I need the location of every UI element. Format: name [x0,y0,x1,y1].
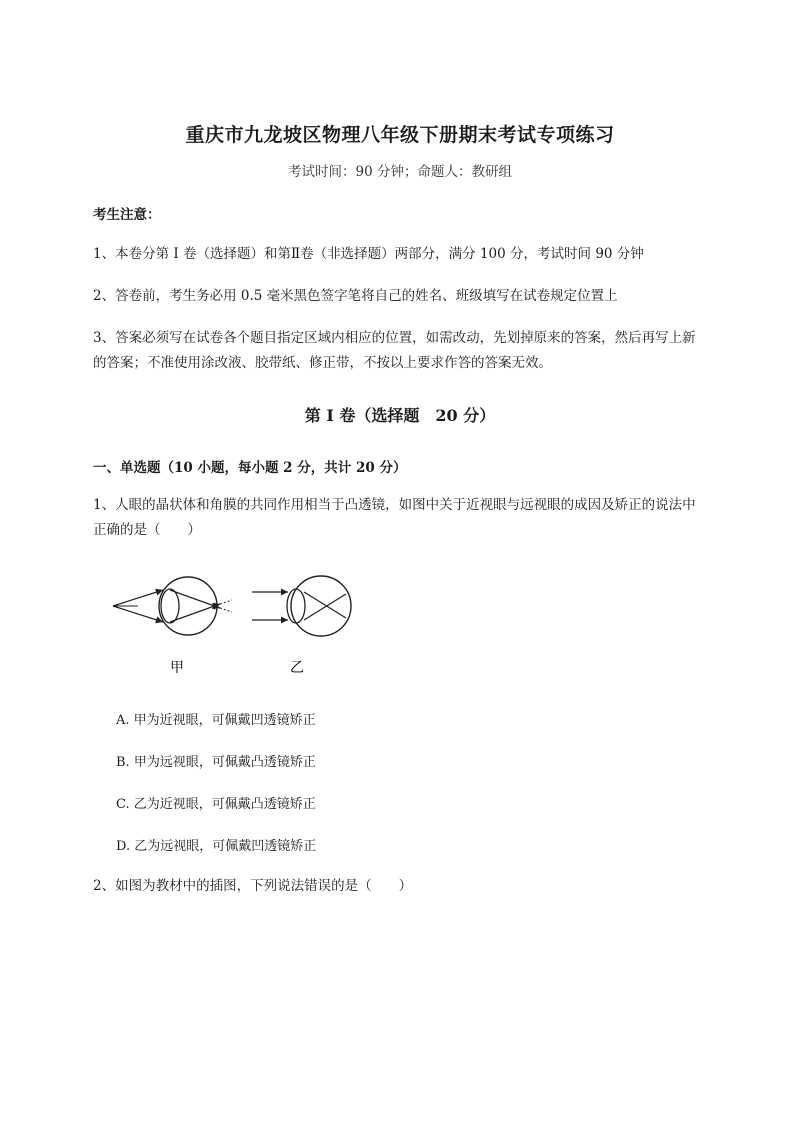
notice-item-3: 3、答案必须写在试卷各个题目指定区域内相应的位置，如需改动，先划掉原来的答案，然后再写上新 [93,330,696,346]
exam-subtitle: 考试时间：90 分钟；命题人：教研组 [288,164,512,180]
exam-title: 重庆市九龙坡区物理八年级下册期末考试专项练习 [185,124,615,146]
option-b[interactable]: B. 甲为远视眼，可佩戴凸透镜矫正 [116,755,316,770]
figure-label-yi: 乙 [290,660,304,676]
question-1-line-1: 1、人眼的晶状体和角膜的共同作用相当于凸透镜，如图中关于近视眼与远视眼的成因及矫正的说法中 [93,497,696,513]
eye-jia [113,577,232,635]
part-heading: 一、单选题（10 小题，每小题 2 分，共计 20 分） [93,460,407,476]
notice-heading: 考生注意： [93,207,161,223]
eye-yi [252,576,351,636]
question-2-line-1: 2、如图为教材中的插图，下列说法错误的是（ ） [93,878,413,894]
notice-item-2: 2、答卷前，考生务必用 0.5 毫米黑色签字笔将自己的姓名、班级填写在试卷规定位置上 [93,288,618,304]
figure-label-jia: 甲 [170,660,184,676]
eye-diagram-svg [108,568,368,688]
option-d[interactable]: D. 乙为远视眼，可佩戴凹透镜矫正 [116,839,317,854]
option-c[interactable]: C. 乙为近视眼，可佩戴凸透镜矫正 [116,797,316,812]
option-a[interactable]: A. 甲为近视眼，可佩戴凹透镜矫正 [116,713,316,728]
notice-item-3-cont: 的答案；不准使用涂改液、胶带纸、修正带，不按以上要求作答的答案无效。 [93,355,552,371]
eye-diagram-figure [108,568,368,692]
notice-item-1: 1、本卷分第 I 卷（选择题）和第Ⅱ卷（非选择题）两部分，满分 100 分，考试时间 90 分钟 [93,246,644,262]
question-1-line-2: 正确的是（ ） [93,522,201,538]
section-title: 第 I 卷（选择题 20 分） [304,406,496,425]
